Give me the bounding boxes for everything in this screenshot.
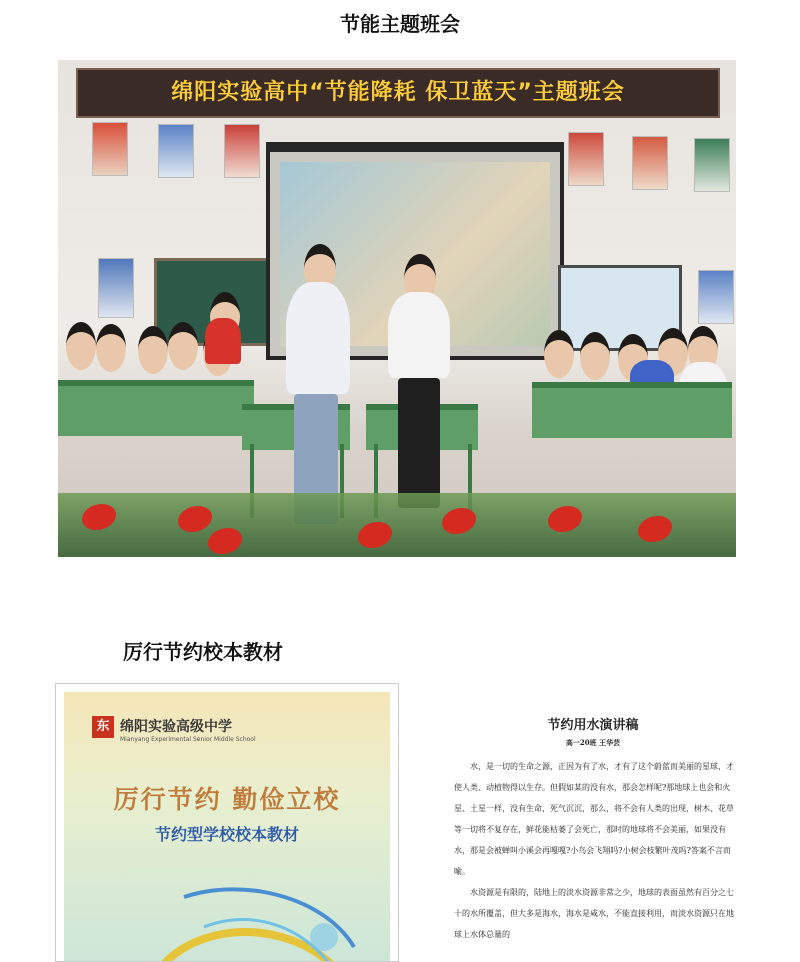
presenter-right [388,292,450,378]
section-heading-meeting: 节能主题班会 [340,12,460,36]
desk [532,382,732,438]
wall-poster [98,258,134,318]
plant-bed [58,493,736,557]
speech-body [454,756,740,945]
wall-poster [224,124,260,178]
student [168,322,198,370]
school-name: 绵阳实验高级中学 [120,719,232,735]
school-logo-icon: 东 [92,716,114,738]
student [66,322,96,370]
presenter-right-legs [398,378,440,508]
presenter-left [286,282,350,394]
section-heading-textbook: 厉行节约校本教材 [123,640,283,664]
desk [58,380,254,436]
speech-document [448,700,748,960]
speech-title: 节约用水演讲稿 [547,718,639,733]
wall-poster [694,138,730,192]
cover-swirl-graphic [124,867,364,962]
textbook-cover [55,683,399,962]
speech-author: 高一20班 王华芸 [565,738,621,747]
book-title: 厉行节约 勤俭立校 [113,785,341,814]
student [96,324,126,372]
wall-poster [568,132,604,186]
paragraph: 水，是一切的生命之源，正因为有了水，才有了这个蔚蓝而美丽的星球，才使人类、动植物得以生存。但假如某的没有水，那会怎样呢?那地球上也会和火星、土星一样，没有生命，死气沉沉，那么，将不会有人类的出现，树木、花草等一切将不复存在，鲜花能枯萎了会死亡，那时的地球将不会美丽，如果没有水，那是会被蝉叫小溪会再嘎嘎?小鸟会飞翔吗?小树会枝繁叶茂吗?答案不言而喻。 [454,762,734,876]
student [205,318,241,364]
paragraph: 水资源是有限的，陆地上的淡水资源非常之少，地球的表面虽然有百分之七十的水所覆盖，但大多是海水，海水是咸水，不能直接利用，而淡水资源只在地球上水体总量的 [454,888,734,939]
wall-poster [632,136,668,190]
student [138,326,168,374]
wall-poster [698,270,734,324]
meeting-banner: 绵阳实验高中“节能降耗 保卫蓝天”主题班会 [76,68,720,118]
school-name-english: Mianyang Experimental Senior Middle School [120,736,256,743]
class-meeting-photo [58,60,736,557]
wall-poster [158,124,194,178]
wall-poster [92,122,128,176]
book-subtitle: 节约型学校校本教材 [154,825,299,844]
student [580,332,610,380]
student [544,330,574,378]
